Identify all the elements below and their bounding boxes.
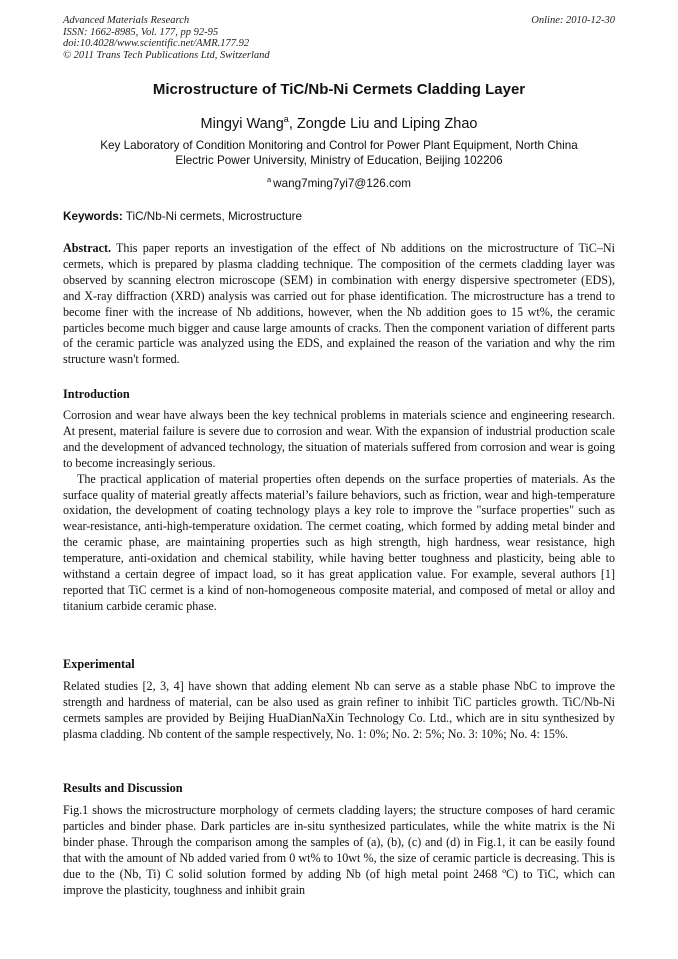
journal-header [63,15,270,61]
other-authors: , Zongde Liu and Liping Zhao [288,116,478,132]
abstract-label: Abstract. [63,241,112,255]
author-affil-mark: a [283,114,289,124]
experimental-paragraph-1: Related studies [2, 3, 4] have shown that adding element Nb can serve as a stable phase NbC to improve the strength and hardness of material, can be also used as grain refiner to inhibit TiC particles growth. TiC/Nb-Ni cermets samples are provided by Beijing HuaDianNaXin Technology Co. Ltd., which are in situ synthesized by plasma cladding. Nb content of the sample respectively, No. 1: 0%; No. 2: 5%; No. 3: 10%; No. 4: 15%. [63,679,615,741]
introduction-paragraph-2: The practical application of material properties often depends on the surface properties of materials. As the surface quality of material greatly affects material’s failure behaviors, such as friction, wear and high-temperature oxidation, the development of coating technology plays a key role to improve the "surface properties" such as wear-resistance, anti-high-temperature oxidation. The cermet coating, which formed by adding metal binder and the ceramic phase, are maintaining properties such as high strength, high hardness, wear resistance, high temperature, anti-oxidation and chemical stability, while having better toughness and plasticity, being able to withstand a certain degree of impact load, so it has great application value. For example, several authors [1] reported that TiC cermet is a kind of non-homogeneous composite material, and composed of metal or alloy and titanium carbide ceramic phase. [63,471,615,613]
experimental-body [63,679,615,743]
keywords-text: TiC/Nb-Ni cermets, Microstructure [122,210,302,223]
email-address: wang7ming7yi7@126.com [273,177,412,190]
results-heading: Results and Discussion [63,781,183,795]
first-author: Mingyi Wang [200,116,284,132]
journal-name: Advanced Materials Research [63,15,190,26]
introduction-heading: Introduction [63,387,130,401]
introduction-body [63,408,615,615]
affiliation-line-1: Key Laboratory of Condition Monitoring and Control for Power Plant Equipment, North China [100,139,578,152]
affiliation-line-2: Electric Power University, Ministry of Education, Beijing 102206 [175,153,503,167]
keywords [63,210,302,223]
introduction-paragraph-1: Corrosion and wear have always been the key technical problems in materials science and engineering research. At present, material failure is severe due to corrosion and wear. With the expansion of industrial production scale and the development of advanced technology, the situation of materials suffered from corrosion and wear is going to become increasingly serious. [63,408,615,470]
online-date: Online: 2010-12-30 [531,15,615,26]
results-body [63,803,615,898]
abstract [63,241,615,368]
affiliation [63,139,615,168]
paper-title: Microstructure of TiC/Nb-Ni Cermets Cladding Layer [152,81,526,98]
copyright-line: © 2011 Trans Tech Publications Ltd, Switzerland [63,49,270,61]
email-line [0,175,678,190]
issn-line: ISSN: 1662-8985, Vol. 177, pp 92-95 [63,26,219,38]
email-mark: a [266,175,272,184]
keywords-label: Keywords: [63,210,123,223]
doi-line: doi:10.4028/www.scientific.net/AMR.177.92 [63,38,250,50]
author-line [0,114,678,132]
results-paragraph-1: Fig.1 shows the microstructure morphology of cermets cladding layers; the structure composes of hard ceramic particles and binder phase. Dark particles are in-situ synthesized particulates, while the white matrix is the Ni binder phase. Through the comparison among the samples of (a), (b), (c) and (d) in Fig.1, it can be easily found that with the amount of Nb added varied from 0 wt% to 10wt %, the size of ceramic particle is decreasing. This is due to the (Nb, Ti) C solid solution formed by adding Nb (of high metal point 2468 ºC) to TiC, which can improve the plasticity, toughness and inhibit grain [63,803,615,897]
experimental-heading: Experimental [63,657,135,671]
abstract-text: This paper reports an investigation of the effect of Nb additions on the microstructure of TiC–Ni cermets, which is prepared by plasma cladding technique. The composition of the cermets cladding layer was observed by scanning electron microscope (SEM) in combination with energy dispersive spectrometer (EDS), and X-ray diffraction (XRD) analysis was carried out for phase identification. The microstructure has a trend to become finer with the increase of Nb additions, however, when the Nb addition goes to 15 wt%, the ceramic particles become much bigger and cause large amounts of cracks. Then the component variation of different parts of the ceramic particle was analyzed using the EDS, and explained the reason of the variation and why the rim structure wasn't formed. [63,241,615,367]
